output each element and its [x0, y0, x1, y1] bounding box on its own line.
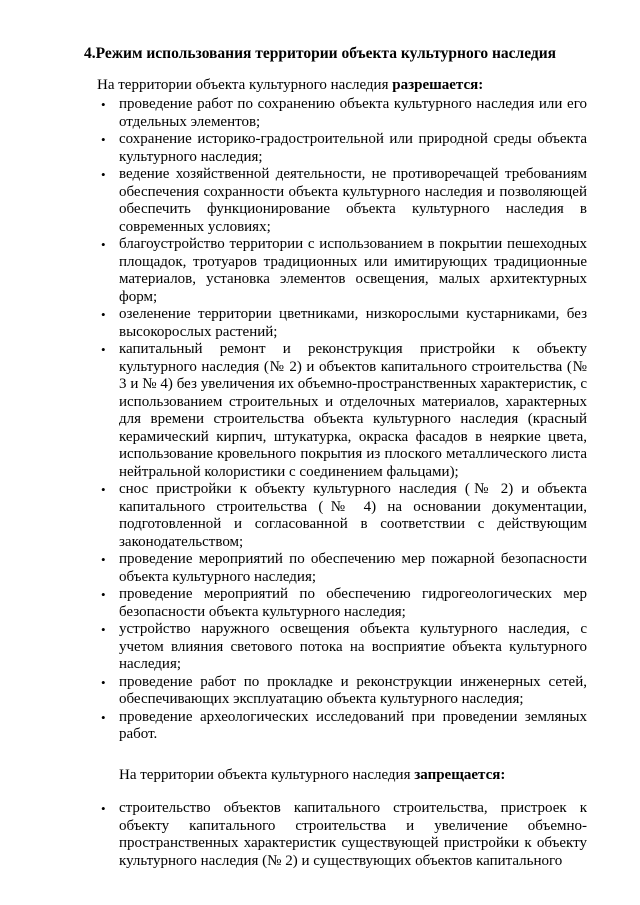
list-item-text: благоустройство территории с использованием в покрытии пешеходных площадок, тротуаров традиционных или имитирующих традиционные материалов, установка элементов освещения, малых архитектурных форм; — [119, 236, 587, 305]
list-item — [97, 236, 587, 306]
list-item — [97, 96, 587, 131]
prohibited-intro — [119, 766, 505, 784]
permitted-intro-keyword: разрешается: — [392, 77, 484, 93]
list-item-text: капитальный ремонт и реконструкция пристройки к объекту культурного наследия (№ 2) и объектов капитального строительства (№ 3 и № 4) без увеличения их объемно-пространственных характеристик, с использованием строительных и отделочных материалов, характерных для времени строительства объекта культурного наследия (красный керамический кирпич, штукатурка, окраска фасадов в неяркие цвета, использование кровельного покрытия из плоского металлического листа нейтральной колористики с соединением фальцами); — [119, 341, 587, 480]
list-item — [97, 306, 587, 341]
bullet-icon: • — [101, 307, 106, 322]
bullet-icon: • — [101, 801, 106, 816]
bullet-icon: • — [101, 587, 106, 602]
bullet-icon: • — [101, 622, 106, 637]
list-item — [97, 481, 587, 551]
list-item — [97, 800, 587, 870]
prohibited-intro-text: На территории объекта культурного наследия — [119, 767, 411, 783]
bullet-icon: • — [101, 482, 106, 497]
list-item-text: проведение мероприятий по обеспечению гидрогеологических мер безопасности объекта культурного наследия; — [119, 586, 587, 620]
list-item — [97, 341, 587, 481]
bullet-icon: • — [101, 552, 106, 567]
section-heading: 4.Режим использования территории объекта культурного наследия — [84, 45, 557, 62]
list-item-text: проведение мероприятий по обеспечению мер пожарной безопасности объекта культурного наследия; — [119, 551, 587, 585]
list-item-text: сохранение историко-градостроительной или природной среды объекта культурного наследия; — [119, 131, 587, 165]
list-item-text: проведение работ по прокладке и реконструкции инженерных сетей, обеспечивающих эксплуатацию объекта культурного наследия; — [119, 673, 587, 707]
list-item — [97, 551, 587, 586]
list-item — [97, 674, 587, 709]
bullet-icon: • — [101, 674, 106, 690]
list-item — [97, 709, 587, 744]
list-item-text: проведение работ по сохранению объекта культурного наследия или его отдельных элементов; — [119, 96, 587, 130]
bullet-icon: • — [101, 237, 106, 252]
list-item — [97, 166, 587, 236]
list-item — [97, 586, 587, 621]
list-item-text: снос пристройки к объекту культурного наследия (№ 2) и объекта капитального строительства (№ 4) на основании документации, подготовленной и согласованной в соответствии с действующим законодательством; — [119, 481, 587, 550]
bullet-icon: • — [101, 342, 106, 357]
bullet-icon: • — [101, 709, 106, 725]
list-item-text: устройство наружного освещения объекта культурного наследия, с учетом влияния светового потока на восприятие объекта культурного наследия; — [119, 621, 587, 672]
list-item-text: ведение хозяйственной деятельности, не противоречащей требованиям обеспечения сохранности объекта культурного наследия и позволяющей обеспечить функционирование объекта культурного наследия в современных условиях; — [119, 166, 587, 235]
list-item — [97, 621, 587, 674]
prohibited-intro-keyword: запрещается: — [414, 767, 506, 783]
bullet-icon: • — [101, 167, 106, 182]
bullet-icon: • — [101, 97, 106, 112]
bullet-icon: • — [101, 132, 106, 147]
list-item-text: проведение археологических исследований при проведении земляных работ. — [119, 708, 587, 742]
permitted-intro — [97, 76, 483, 94]
prohibited-list — [97, 800, 587, 870]
list-item-text: озеленение территории цветниками, низкорослыми кустарниками, без высокорослых растений; — [119, 306, 587, 340]
list-item-text: строительство объектов капитального строительства, пристроек к объекту капитального строительства и увеличение объемно-пространственных характеристик существующей пристройки к объекту культурного наследия (№ 2) и существующих объектов капитального — [119, 800, 587, 869]
list-item — [97, 131, 587, 166]
permitted-intro-text: На территории объекта культурного наследия — [97, 77, 389, 93]
permitted-list — [97, 96, 587, 744]
